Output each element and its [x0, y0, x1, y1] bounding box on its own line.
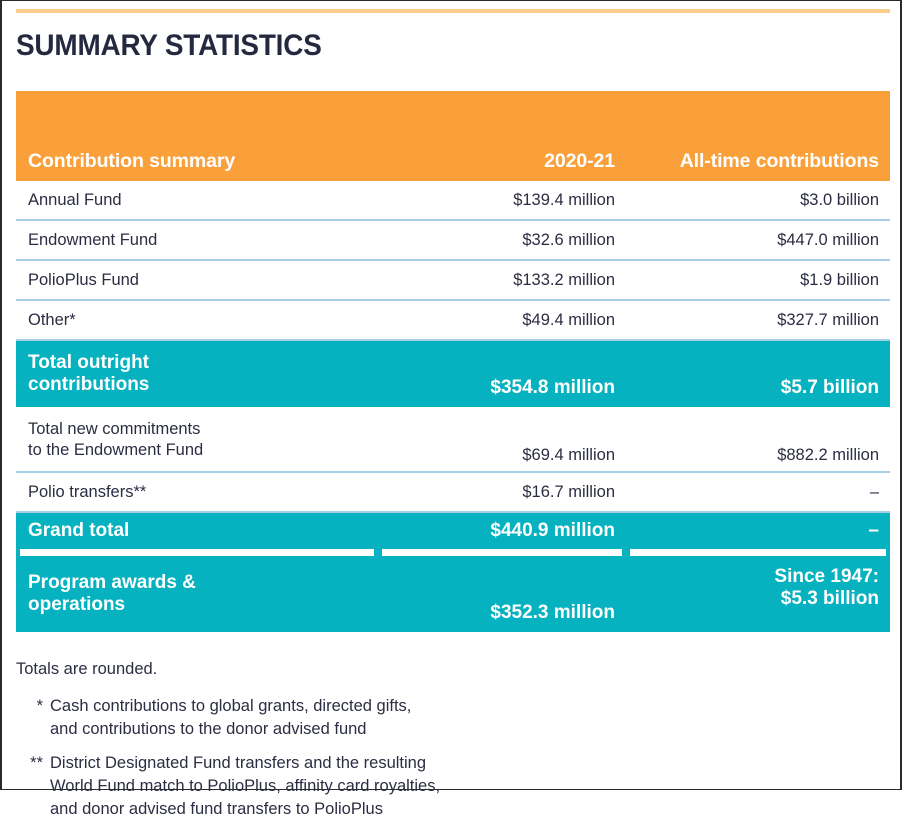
column-header-year: 2020-21 [378, 91, 626, 181]
row-value-polioplus-fund-year: $133.2 million [378, 260, 626, 300]
row-label-program-awards [16, 556, 378, 632]
row-value-new-commitments-alltime: $882.2 million [626, 407, 890, 472]
page-title: SUMMARY STATISTICS [16, 29, 322, 62]
row-value-other-year: $49.4 million [378, 300, 626, 340]
footnote-double-star-line3: and donor advised fund transfers to PolioPlus [50, 799, 383, 818]
row-value-total-outright-year: $354.8 million [378, 340, 626, 407]
footnote-single-star-line1: Cash contributions to global grants, directed gifts, [50, 696, 412, 715]
row-value-annual-fund-year: $139.4 million [378, 181, 626, 220]
contribution-summary-table [16, 91, 890, 632]
row-label-endowment-fund: Endowment Fund [16, 220, 378, 260]
new-commitments-label-line1: Total new commitments [28, 419, 201, 438]
row-value-polioplus-fund-alltime: $1.9 billion [626, 260, 890, 300]
row-label-total-outright [16, 340, 378, 407]
row-label-other: Other* [16, 300, 378, 340]
program-awards-alltime-line1: Since 1947: [774, 566, 879, 587]
page-content [16, 1, 890, 833]
row-label-annual-fund: Annual Fund [16, 181, 378, 220]
column-header-all-time: All-time contributions [626, 91, 890, 181]
row-value-grand-total-alltime: – [626, 512, 890, 549]
row-label-polioplus-fund: PolioPlus Fund [16, 260, 378, 300]
row-value-grand-total-year: $440.9 million [378, 512, 626, 549]
row-value-program-awards-year: $352.3 million [378, 556, 626, 632]
divider-segment-col2 [378, 549, 626, 556]
row-label-polio-transfers: Polio transfers** [16, 472, 378, 512]
row-value-polio-transfers-year: $16.7 million [378, 472, 626, 512]
footnote-single-star-body [50, 695, 890, 741]
footnote-totals-rounded: Totals are rounded. [16, 660, 158, 678]
row-value-program-awards-alltime [626, 556, 890, 632]
table-row-grand-total [16, 512, 890, 549]
program-awards-label-line2: operations [28, 594, 126, 615]
row-label-new-commitments [16, 407, 378, 472]
footnote-single-star-marker: * [36, 696, 43, 715]
teal-row-divider [16, 549, 890, 556]
footnote-double-star-line1: District Designated Fund transfers and the resulting [50, 754, 427, 773]
footnote-double-star-marker: ** [30, 754, 43, 773]
column-header-contribution-summary: Contribution summary [16, 91, 378, 181]
program-awards-alltime-line2: $5.3 billion [780, 587, 879, 609]
footnote-double-star-line2: World Fund match to PolioPlus, affinity card royalties, [50, 777, 441, 796]
total-outright-label-line1: Total outright [28, 352, 150, 374]
divider-segment-col1 [16, 549, 378, 556]
table-row-polio-transfers [16, 472, 890, 512]
row-value-endowment-fund-year: $32.6 million [378, 220, 626, 260]
footnotes [16, 658, 890, 821]
footnote-double-star [16, 752, 890, 820]
row-value-total-outright-alltime: $5.7 billion [626, 340, 890, 407]
row-value-polio-transfers-alltime: – [626, 472, 890, 512]
table-header-row [16, 91, 890, 181]
row-label-grand-total: Grand total [16, 512, 378, 549]
top-accent-rule [16, 9, 890, 13]
divider-segment-col3 [626, 549, 890, 556]
footnote-single-star-line2: and contributions to the donor advised fund [50, 719, 367, 738]
table-row-program-awards [16, 556, 890, 632]
total-outright-label-line2: contributions [28, 374, 150, 395]
row-value-endowment-fund-alltime: $447.0 million [626, 220, 890, 260]
table-row [16, 300, 890, 340]
row-value-annual-fund-alltime: $3.0 billion [626, 181, 890, 220]
table-row [16, 181, 890, 220]
table-row [16, 220, 890, 260]
program-awards-label-line1: Program awards & [28, 572, 196, 594]
table-row-new-commitments [16, 407, 890, 472]
table-row [16, 260, 890, 300]
footnote-single-star [16, 695, 890, 741]
footnote-double-star-body [50, 752, 890, 820]
row-value-other-alltime: $327.7 million [626, 300, 890, 340]
new-commitments-label-line2: to the Endowment Fund [28, 441, 204, 459]
table-row-total-outright [16, 340, 890, 407]
row-value-new-commitments-year: $69.4 million [378, 407, 626, 472]
